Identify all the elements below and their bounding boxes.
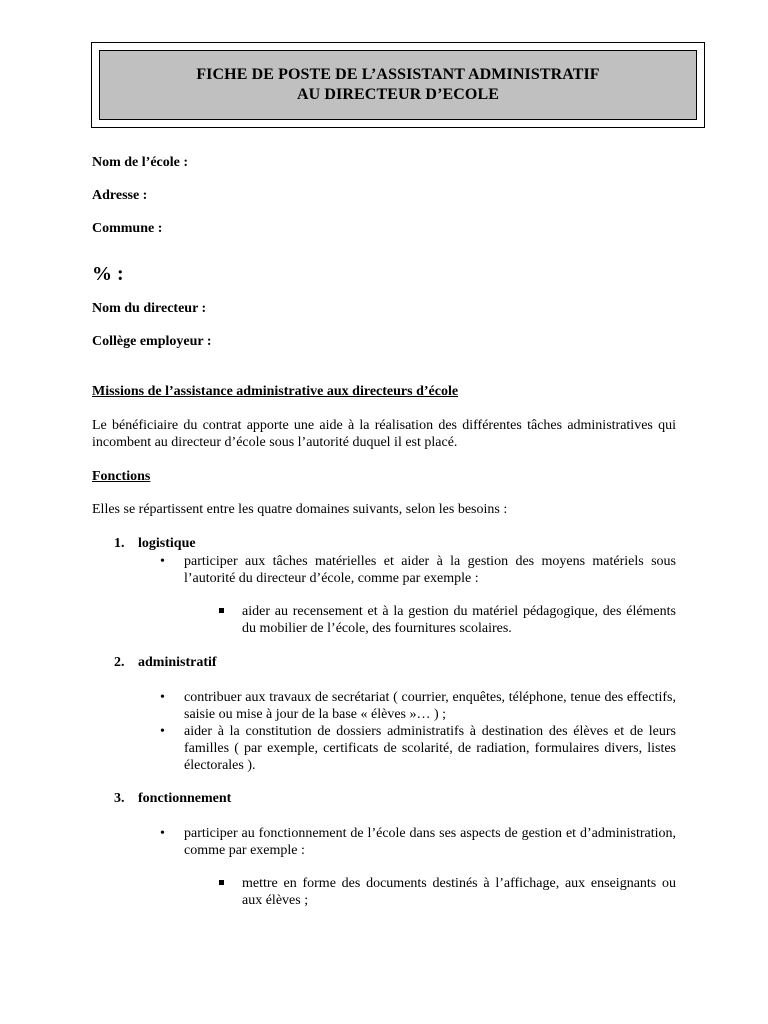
domain-3-bullet-1: participer au fonctionnement de l’école dans ses aspects de gestion et d’administration, comme par exemple : — [184, 826, 676, 858]
director-name-label: Nom du directeur : — [92, 301, 207, 316]
domain-1-sub-bullet-1: aider au recensement et à la gestion du matériel pédagogique, des éléments du mobilier de l’école, des fournitures scolaires. — [242, 604, 676, 636]
address-label: Adresse : — [92, 188, 148, 203]
commune-label: Commune : — [92, 221, 163, 236]
square-bullet — [219, 880, 224, 885]
domain-2-title: administratif — [138, 655, 217, 670]
functions-heading: Fonctions — [92, 469, 151, 484]
domain-3-title: fonctionnement — [138, 791, 232, 806]
domain-1-title: logistique — [138, 536, 196, 551]
domain-1-bullet-1: participer aux tâches matérielles et aider à la gestion des moyens matériels sous l’autorité du directeur d’école, comme par exemple : — [184, 554, 676, 586]
title-line-1: FICHE DE POSTE DE L’ASSISTANT ADMINISTRATIF — [196, 66, 600, 83]
square-bullet — [219, 608, 224, 613]
missions-heading: Missions de l’assistance administrative aux directeurs d’école — [92, 384, 459, 399]
domain-3-sub-bullet-1: mettre en forme des documents destinés à l’affichage, aux enseignants ou aux élèves ; — [242, 876, 676, 908]
title-line-2: AU DIRECTEUR D’ECOLE — [296, 86, 500, 103]
bullet-dot: • — [160, 826, 165, 841]
bullet-dot: • — [160, 690, 165, 705]
school-name-label: Nom de l’école : — [92, 155, 189, 170]
employer-college-label: Collège employeur : — [92, 334, 212, 349]
bullet-dot: • — [160, 724, 165, 739]
functions-intro: Elles se répartissent entre les quatre domaines suivants, selon les besoins : — [92, 502, 508, 517]
percent-label: % : — [92, 263, 124, 285]
domain-2-bullet-2: aider à la constitution de dossiers administratifs à destination des élèves et de leurs familles ( par exemple, certificats de scolarité, de radiation, formulaires divers, listes électorales ). — [184, 724, 676, 773]
domain-2-number: 2. — [114, 655, 125, 670]
domain-3-number: 3. — [114, 791, 125, 806]
title-box — [99, 50, 697, 120]
domain-2-bullet-1: contribuer aux travaux de secrétariat ( courrier, enquêtes, téléphone, tenue des effectifs, saisie ou mise à jour de la base « élèves »… ) ; — [184, 690, 676, 722]
missions-paragraph: Le bénéficiaire du contrat apporte une aide à la réalisation des différentes tâches administratives qui incombent au directeur d’école sous l’autorité duquel il est placé. — [92, 418, 676, 450]
title-frame — [91, 42, 705, 128]
domain-1-number: 1. — [114, 536, 125, 551]
bullet-dot: • — [160, 554, 165, 569]
